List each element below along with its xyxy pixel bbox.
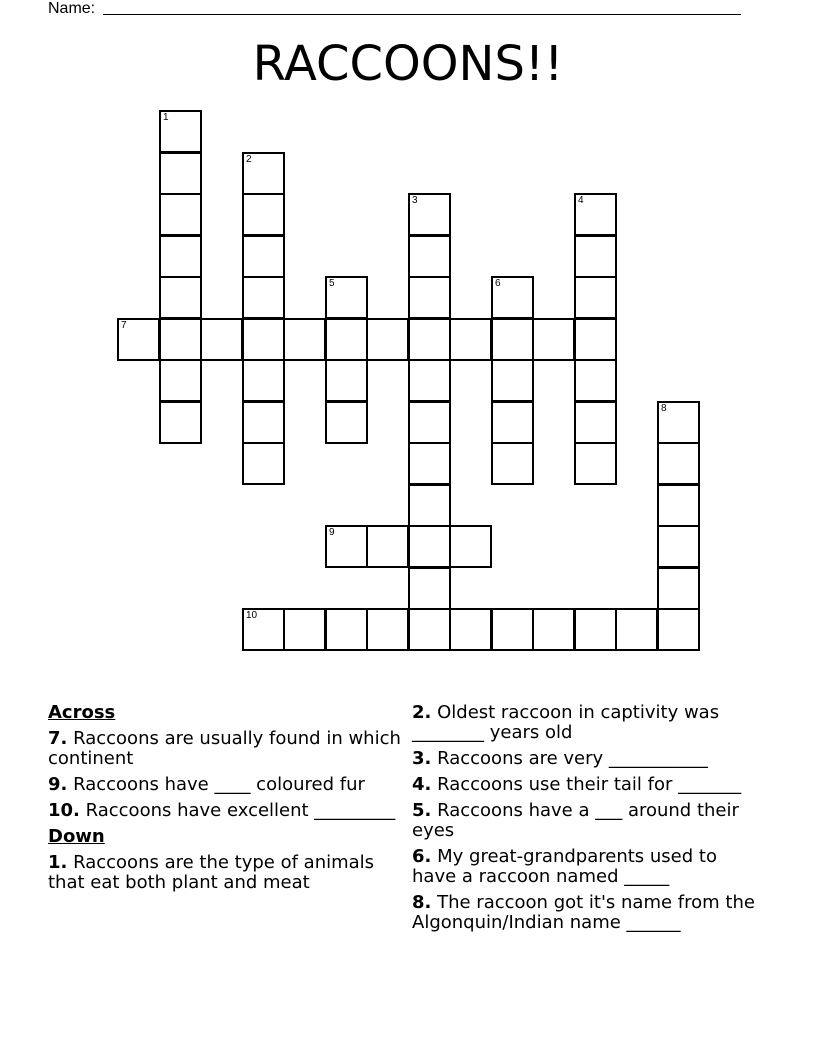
crossword-cell[interactable] — [491, 359, 534, 402]
clue-number: 7. — [48, 728, 68, 749]
crossword-cell[interactable] — [283, 608, 326, 651]
crossword-cell[interactable] — [532, 318, 575, 361]
crossword-cell[interactable] — [491, 401, 534, 444]
crossword-cell[interactable] — [242, 276, 285, 319]
crossword-cell[interactable] — [200, 318, 243, 361]
clue-text: The raccoon got it's name from the Algonquin/Indian name ______ — [412, 892, 755, 933]
crossword-cell[interactable] — [242, 401, 285, 444]
crossword-cell[interactable] — [574, 276, 617, 319]
crossword-cell[interactable] — [159, 110, 202, 153]
crossword-cell[interactable] — [449, 525, 492, 568]
crossword-cell[interactable] — [325, 608, 368, 651]
crossword-cell[interactable] — [574, 608, 617, 651]
clue-number: 4. — [412, 774, 432, 795]
clue-number: 1. — [48, 852, 68, 873]
clue-number-label: 5 — [329, 278, 335, 289]
clue-number-label: 1 — [163, 112, 169, 123]
clue-number-label: 9 — [329, 527, 335, 538]
crossword-cell[interactable] — [366, 318, 409, 361]
crossword-cell[interactable] — [615, 608, 658, 651]
crossword-cell[interactable] — [657, 567, 700, 610]
clue-number: 6. — [412, 846, 432, 867]
crossword-cell[interactable] — [532, 608, 575, 651]
crossword-cell[interactable] — [117, 318, 160, 361]
crossword-cell[interactable] — [574, 401, 617, 444]
clue-down-8 — [412, 893, 757, 933]
crossword-cell[interactable] — [491, 442, 534, 485]
clue-number-label: 8 — [661, 403, 667, 414]
crossword-cell[interactable] — [408, 401, 451, 444]
clue-across-7 — [48, 729, 408, 769]
crossword-cell[interactable] — [325, 401, 368, 444]
clue-text: Raccoons use their tail for _______ — [437, 774, 742, 795]
crossword-cell[interactable] — [574, 359, 617, 402]
crossword-cell[interactable] — [325, 276, 368, 319]
down-heading: Down — [48, 826, 105, 847]
crossword-cell[interactable] — [408, 442, 451, 485]
crossword-cell[interactable] — [408, 235, 451, 278]
crossword-cell[interactable] — [242, 608, 285, 651]
crossword-cell[interactable] — [574, 193, 617, 236]
crossword-cell[interactable] — [449, 318, 492, 361]
clue-number: 9. — [48, 774, 68, 795]
crossword-cell[interactable] — [657, 525, 700, 568]
clue-number: 10. — [48, 800, 80, 821]
crossword-cell[interactable] — [408, 525, 451, 568]
clue-text: Raccoons have a ___ around their eyes — [412, 800, 739, 841]
crossword-cell[interactable] — [242, 318, 285, 361]
crossword-cell[interactable] — [159, 235, 202, 278]
clue-number-label: 7 — [121, 320, 127, 331]
crossword-cell[interactable] — [159, 359, 202, 402]
crossword-cell[interactable] — [657, 484, 700, 527]
crossword-cell[interactable] — [159, 401, 202, 444]
crossword-cell[interactable] — [574, 318, 617, 361]
crossword-cell[interactable] — [325, 359, 368, 402]
clue-number: 2. — [412, 702, 432, 723]
crossword-cell[interactable] — [657, 608, 700, 651]
crossword-cell[interactable] — [159, 276, 202, 319]
clue-number: 3. — [412, 748, 432, 769]
crossword-cell[interactable] — [242, 152, 285, 195]
clue-number-label: 3 — [412, 195, 418, 206]
crossword-cell[interactable] — [657, 442, 700, 485]
crossword-cell[interactable] — [574, 442, 617, 485]
crossword-cell[interactable] — [325, 525, 368, 568]
page-title: RACCOONS!! — [252, 36, 564, 92]
crossword-cell[interactable] — [408, 276, 451, 319]
clues-right-column — [412, 703, 757, 939]
crossword-cell[interactable] — [408, 318, 451, 361]
clue-text: Raccoons are very ___________ — [437, 748, 708, 769]
crossword-cell[interactable] — [449, 608, 492, 651]
clue-text: Raccoons have ____ coloured fur — [73, 774, 365, 795]
crossword-cell[interactable] — [408, 608, 451, 651]
clue-text: Raccoons are the type of animals that eat both plant and meat — [48, 852, 375, 893]
crossword-cell[interactable] — [408, 359, 451, 402]
crossword-cell[interactable] — [366, 608, 409, 651]
across-heading: Across — [48, 702, 116, 723]
crossword-cell[interactable] — [283, 318, 326, 361]
clues-left-column — [48, 703, 408, 899]
clue-number-label: 10 — [246, 610, 258, 621]
clue-down-3 — [412, 749, 757, 769]
clue-down-2 — [412, 703, 757, 743]
clue-down-1 — [48, 853, 408, 893]
clue-number-label: 2 — [246, 154, 252, 165]
crossword-cell[interactable] — [408, 193, 451, 236]
crossword-cell[interactable] — [574, 235, 617, 278]
clue-text: Oldest raccoon in captivity was ________ years old — [412, 702, 720, 743]
crossword-cell[interactable] — [325, 318, 368, 361]
crossword-cell[interactable] — [159, 152, 202, 195]
clue-across-9 — [48, 775, 408, 795]
crossword-cell[interactable] — [159, 318, 202, 361]
name-label: Name: — [48, 0, 96, 17]
crossword-cell[interactable] — [657, 401, 700, 444]
clue-number: 8. — [412, 892, 432, 913]
crossword-cell[interactable] — [242, 442, 285, 485]
clue-text: Raccoons are usually found in which continent — [48, 728, 401, 769]
crossword-cell[interactable] — [491, 276, 534, 319]
clue-number-label: 4 — [578, 195, 584, 206]
clue-down-5 — [412, 801, 757, 841]
crossword-cell[interactable] — [242, 235, 285, 278]
clue-text: My great-grandparents used to have a raccoon named _____ — [412, 846, 717, 887]
clue-text: Raccoons have excellent _________ — [85, 800, 396, 821]
crossword-cell[interactable] — [408, 484, 451, 527]
crossword-cell[interactable] — [242, 193, 285, 236]
crossword-cell[interactable] — [366, 525, 409, 568]
clue-down-4 — [412, 775, 757, 795]
clue-number: 5. — [412, 800, 432, 821]
crossword-cell[interactable] — [491, 608, 534, 651]
crossword-cell[interactable] — [408, 567, 451, 610]
clue-across-10 — [48, 801, 408, 821]
clue-down-6 — [412, 847, 757, 887]
crossword-cell[interactable] — [491, 318, 534, 361]
clue-number-label: 6 — [495, 278, 501, 289]
crossword-cell[interactable] — [159, 193, 202, 236]
crossword-cell[interactable] — [242, 359, 285, 402]
